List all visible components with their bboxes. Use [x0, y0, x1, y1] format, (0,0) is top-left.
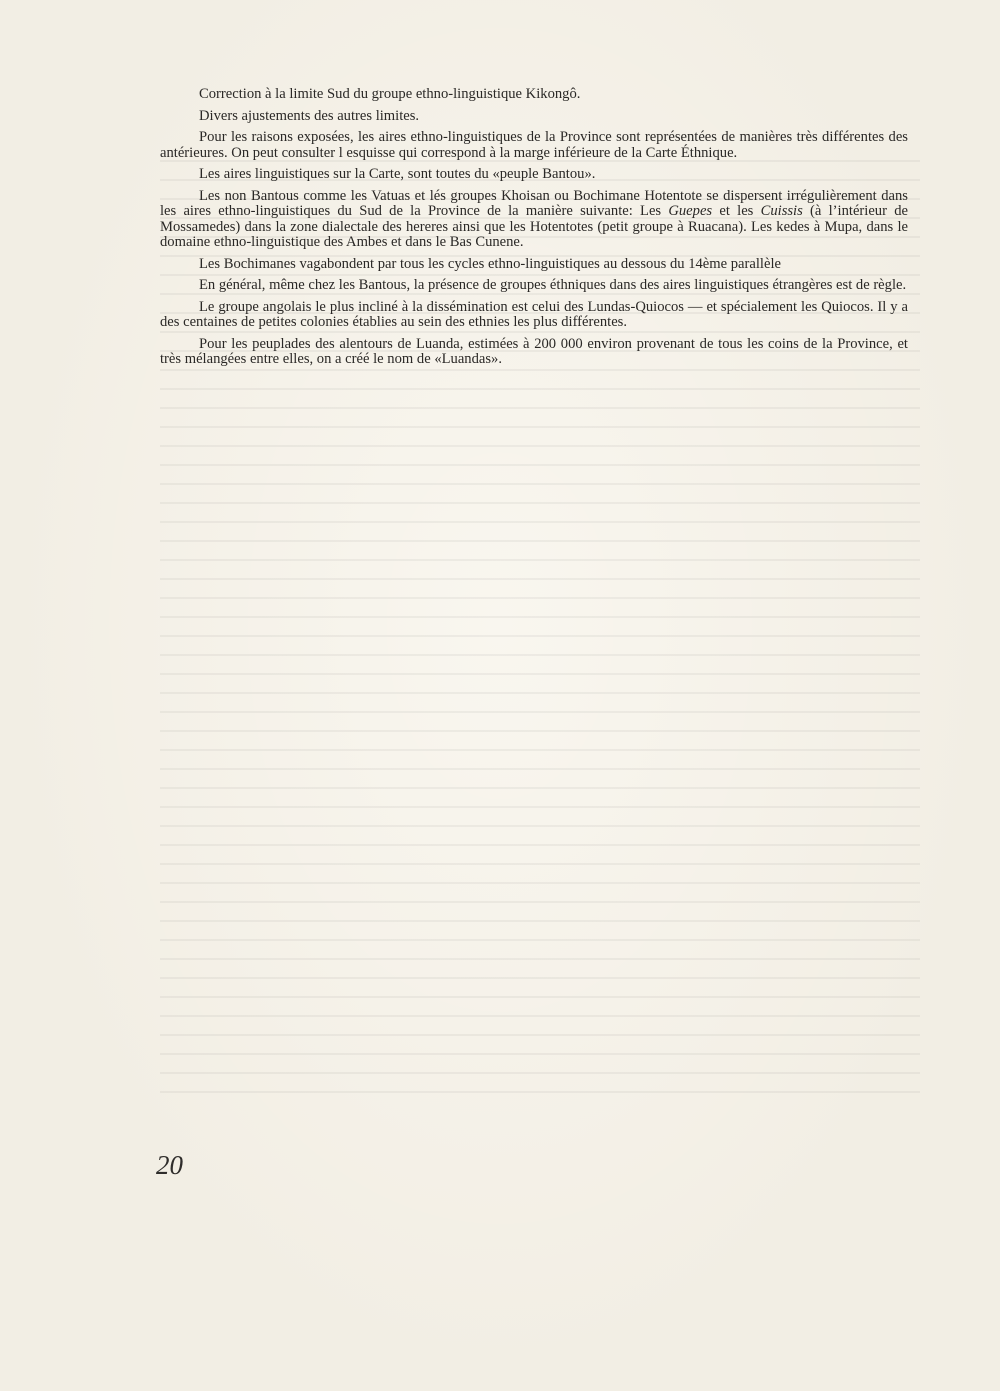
italic-term-guepes: Guepes — [668, 203, 713, 219]
paragraph: En général, même chez les Bantous, la présence de groupes éthniques dans des aires linguistiques étrangères est de règle. — [199, 277, 907, 293]
paragraph-segment: Les non Bantous comme les Vatuas et lés groupes Khoisan ou Bochimane Hotentote se dispersent irrégulièrement dans les aires ethno-linguistiques du Sud de la Province de la manière suivante: Les — [160, 187, 908, 219]
paragraph: Correction à la limite Sud du groupe ethno-linguistique Kikongô. — [199, 86, 581, 102]
paragraph-segment: et les — [712, 203, 761, 219]
italic-term-cuissis: Cuissis — [760, 203, 803, 219]
paragraph: Le groupe angolais le plus incliné à la dissémination est celui des Lundas-Quiocos — et spécialement les Quiocos. Il y a des centaines de petites colonies établies au sein des ethnies les plus différentes. — [160, 298, 908, 330]
paragraph: Pour les peuplades des alentours de Luanda, estimées à 200 000 environ provenant de tous les coins de la Province, et très mélangées entre elles, on a créé le nom de «Luandas». — [160, 335, 908, 367]
body-text — [160, 87, 908, 374]
paragraph: Divers ajustements des autres limites. — [199, 107, 420, 124]
page-number: 20 — [156, 1150, 183, 1180]
paragraph: Pour les raisons exposées, les aires ethno-linguistiques de la Province sont représentées de manières très différentes des antérieures. On peut consulter l esquisse qui correspond à la marge inférieure de la Carte Éthnique. — [160, 129, 908, 161]
paragraph: Les aires linguistiques sur la Carte, sont toutes du «peuple Bantou». — [199, 166, 596, 182]
paragraph-non-bantous — [160, 189, 908, 251]
paragraph: Les Bochimanes vagabondent par tous les cycles ethno-linguistiques au dessous du 14ème parallèle — [199, 255, 781, 272]
paragraph-segment: (à l’intérieur de Mossamedes) dans la zone dialectale des hereres ainsi que les Hotentotes (petit groupe à Ruacana). Les kedes à Mupa, dans le domaine ethno-linguistique des Ambes et dans le Bas Cunene. — [160, 203, 908, 250]
